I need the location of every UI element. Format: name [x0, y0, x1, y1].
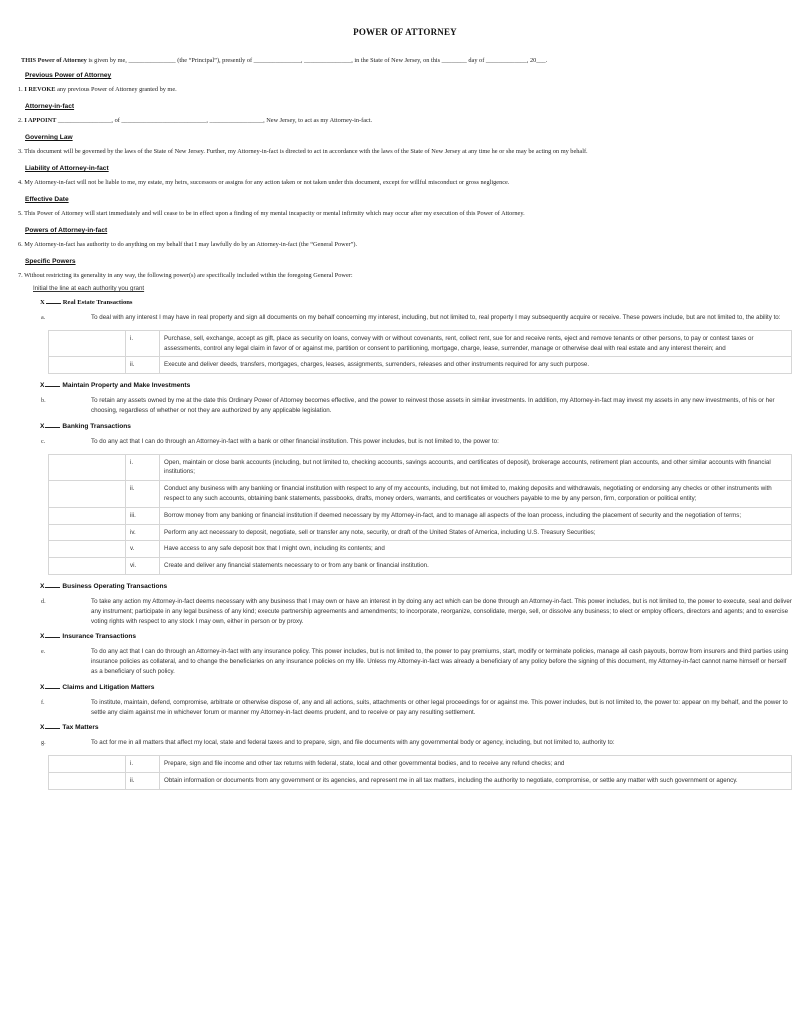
table-row — [49, 756, 792, 773]
item-text: To do any act that I can do through an Attorney-in-fact with a bank or other financial institution. This power includes, but is not limited to, the power to: — [91, 437, 499, 445]
subpowers-table-real-estate — [48, 330, 792, 374]
initial-mark: X — [40, 382, 45, 390]
power-heading-banking — [40, 423, 792, 430]
initial-mark: X — [40, 633, 45, 641]
initial-instruction: Initial the line at each authority you grant — [33, 285, 145, 292]
sub-num: vi. — [126, 558, 160, 575]
section-heading-powers: Powers of Attorney-in-fact — [25, 227, 108, 234]
sub-text: Open, maintain or close bank accounts (including, but not limited to, checking accounts, savings accounts, and certificates of deposit), brokerage accounts, retirement plan accounts, and other similar accounts with financial institutions; — [160, 454, 792, 481]
power-title: Business Operating Transactions — [62, 582, 168, 590]
power-heading-claims — [40, 684, 792, 691]
sub-text: Execute and deliver deeds, transfers, mortgages, charges, leases, assignments, surrenders, releases and other instruments required for any such purpose. — [160, 357, 792, 374]
initial-mark: X — [40, 422, 45, 430]
sub-num: ii. — [126, 357, 160, 374]
section-heading-specific: Specific Powers — [25, 258, 76, 265]
table-row — [49, 524, 792, 541]
power-title: Maintain Property and Make Investments — [62, 382, 191, 390]
clause-4: 4. My Attorney-in-fact will not be liable to me, my estate, my heirs, successors or assigns for any action taken or not taken under this document, except for willful misconduct or gross negligence. — [18, 179, 510, 186]
initial-line[interactable] — [45, 386, 60, 387]
item-text: To deal with any interest I may have in real property and sign all documents on my behalf concerning my interest, including, but not limited to, real property I may subsequently acquire or receive. These powers include, but are not limited to, the ability to: — [91, 314, 781, 321]
document-title: POWER OF ATTORNEY — [353, 27, 457, 37]
sub-text: Conduct any business with any banking or financial institution with respect to any of my accounts, including, but not limited to, making deposits and withdrawals, negotiating or endorsing any checks or other instruments with respect to any such accounts, obtaining bank statements, passbooks, drafts, money orders, warrants, and certificates or vouchers payable to me by any person, firm, corporation or political entity; — [160, 481, 792, 508]
clause-2 — [18, 117, 792, 124]
table-row — [49, 481, 792, 508]
power-item-claims — [18, 698, 792, 718]
sub-num: v. — [126, 541, 160, 558]
power-title: Real Estate Transactions — [62, 299, 133, 306]
power-heading-real-estate — [40, 299, 792, 306]
section-heading-effective: Effective Date — [25, 196, 69, 203]
document-page — [18, 0, 792, 798]
subpowers-table-banking — [48, 454, 792, 575]
sub-num: i. — [126, 330, 160, 357]
clause-5: 5. This Power of Attorney will start immediately and will cease to be in effect upon a finding of my mental incapacity or mental infirmity which may occur after my execution of this Power of Attorney. — [18, 210, 525, 217]
section-heading-attorney: Attorney-in-fact — [25, 103, 75, 110]
clause-1-lead: I REVOKE — [24, 86, 56, 93]
table-row — [49, 772, 792, 789]
item-text: To institute, maintain, defend, compromise, arbitrate or otherwise dispose of, any and all actions, suits, attachments or other legal proceedings for or against me. This power includes, but is not limited to, the power to: appear on my behalf, and the power to settle any claim against me in whichever forum or manner my Attorney-in-fact deems prudent, and to receive or pay any resulting settlement. — [91, 698, 788, 716]
clause-6: 6. My Attorney-in-fact has authority to do anything on my behalf that I may lawfully do by an Attorney-in-fact (the “General Power”). — [18, 241, 358, 248]
initial-line[interactable] — [45, 728, 60, 729]
power-title: Claims and Litigation Matters — [62, 683, 155, 691]
initial-mark: X — [40, 683, 45, 691]
sub-num: ii. — [126, 772, 160, 789]
initial-line[interactable] — [46, 303, 61, 304]
item-letter: e. — [41, 648, 46, 656]
item-text: To do any act that I can do through an Attorney-in-fact with any insurance policy. This power includes, but is not limited to, the power to pay premiums, start, modify or terminate policies, manage all cash payouts, borrow from insurers and third parties using insurance policies as collateral, and to change the beneficiaries on any insurance policies on my life. Unless my Attorney-in-fact was already a beneficiary of any policy before the signing of this document, my Attorney-in-fact cannot name himself or herself as a beneficiary of such policy. — [91, 648, 789, 675]
initial-line[interactable] — [45, 587, 60, 588]
item-letter: c. — [41, 437, 46, 445]
power-title: Tax Matters — [62, 724, 99, 732]
sub-text: Borrow money from any banking or financial institution if deemed necessary by my Attorney-in-fact, and to manage all aspects of the loan process, including the placement of security and the negotiation of terms; — [160, 507, 792, 524]
table-row — [49, 454, 792, 481]
table-row — [49, 541, 792, 558]
item-letter: g. — [41, 739, 46, 747]
section-heading-previous: Previous Power of Attorney — [25, 72, 112, 79]
item-letter: a. — [41, 314, 46, 321]
initial-mark: X — [40, 299, 45, 306]
table-row — [49, 357, 792, 374]
power-item-maintain — [18, 396, 792, 416]
power-item-banking — [18, 437, 792, 447]
clause-1-num: 1. — [18, 86, 23, 93]
power-title: Insurance Transactions — [62, 633, 137, 641]
sub-text: Create and deliver any financial statements necessary to or from any bank or financial institution. — [160, 558, 792, 575]
clause-2-lead: I APPOINT — [24, 117, 57, 124]
item-letter: f. — [41, 698, 45, 706]
power-item-insurance — [18, 647, 792, 676]
item-text: To act for me in all matters that affect my local, state and federal taxes and to prepare, sign, and file documents with any governmental body or agency, including, but not limited to, authority to: — [91, 739, 615, 747]
initial-line[interactable] — [45, 427, 60, 428]
clause-2-text: _________________, of ___________________________, _________________, New Jersey, to act as my Attorney-in-fact. — [56, 117, 373, 124]
initial-mark: X — [40, 724, 45, 732]
sub-num: i. — [126, 454, 160, 481]
item-text: To retain any assets owned by me at the date this Ordinary Power of Attorney becomes effective, and the power to reinvest those assets in similar investments. In addition, my Attorney-in-fact may invest my assets in any new investments, of his or her choosing, regardless of whether or not they are authorized by any applicable legislation. — [91, 397, 775, 414]
item-text: To take any action my Attorney-in-fact deems necessary with any business that I may own or have an interest in by doing any act which can be done through an Attorney-in-fact. This power includes, but is not limited to, the power to execute, seal and deliver any instrument; participate in any legal business of any kind; execute partnership agreements and amendments; to incorporate, reorganize, consolidate, merge, sell, or dissolve any business; to elect or employ officers, directors and agents; and to exercise voting rights with respect to any stock I may own, either in person or by proxy. — [91, 597, 792, 625]
sub-text: Have access to any safe deposit box that I might own, including its contents; and — [160, 541, 792, 558]
initial-line[interactable] — [45, 637, 60, 638]
sub-num: i. — [126, 756, 160, 773]
clause-1-text: any previous Power of Attorney granted by me. — [55, 86, 177, 93]
power-heading-business — [40, 583, 792, 590]
power-title: Banking Transactions — [62, 422, 131, 430]
sub-num: iii. — [126, 507, 160, 524]
item-letter: b. — [41, 397, 46, 405]
power-item-tax — [18, 738, 792, 748]
sub-num: iv. — [126, 524, 160, 541]
initial-mark: X — [40, 582, 45, 590]
table-row — [49, 558, 792, 575]
power-heading-maintain — [40, 382, 792, 389]
section-heading-liability: Liability of Attorney-in-fact — [25, 165, 109, 172]
table-row — [49, 507, 792, 524]
sub-text: Prepare, sign and file income and other tax returns with federal, state, local and other governmental bodies, and to receive any refund checks; and — [160, 756, 792, 773]
power-item-real-estate — [18, 313, 792, 323]
intro-lead: THIS Power of Attorney — [21, 57, 87, 64]
intro-text: is given by me, _______________ (the “Principal”), presently of _______________, _______________, in the State of New Jersey, on this ________ day of _____________, 20___. — [86, 57, 548, 64]
intro-paragraph — [21, 57, 792, 64]
clause-7: 7. Without restricting its generality in any way, the following power(s) are specifically included within the foregoing General Power: — [18, 272, 353, 279]
section-heading-governing: Governing Law — [25, 134, 73, 141]
sub-text: Purchase, sell, exchange, accept as gift, place as security on loans, convey with or without covenants, rent, collect rent, sue for and receive rents, eject and remove tenants or other persons, to pay or contest taxes or assessments, control any legal claim in favor of or against me, partition or consent to partitioning, mortgage, charge, lease, surrender, manage or otherwise deal with real estate and any interest therein; and — [160, 330, 792, 357]
power-item-business — [18, 597, 792, 626]
sub-text: Obtain information or documents from any government or its agencies, and represent me in all tax matters, including the authority to negotiate, compromise, or settle any matter with such government or agency. — [160, 772, 792, 789]
table-row — [49, 330, 792, 357]
subpowers-table-tax — [48, 755, 792, 790]
clause-3: 3. This document will be governed by the laws of the State of New Jersey. Further, my Attorney-in-fact is directed to act in accordance with the laws of the State of New Jersey at any time he or she may be acting on my behalf. — [18, 148, 588, 155]
clause-2-num: 2. — [18, 117, 23, 124]
sub-text: Perform any act necessary to deposit, negotiate, sell or transfer any note, security, or draft of the United States of America, including U.S. Treasury Securities; — [160, 524, 792, 541]
power-heading-tax — [40, 724, 792, 731]
sub-num: ii. — [126, 481, 160, 508]
clause-1 — [18, 86, 792, 93]
item-letter: d. — [41, 597, 46, 605]
initial-line[interactable] — [45, 688, 60, 689]
power-heading-insurance — [40, 633, 792, 640]
